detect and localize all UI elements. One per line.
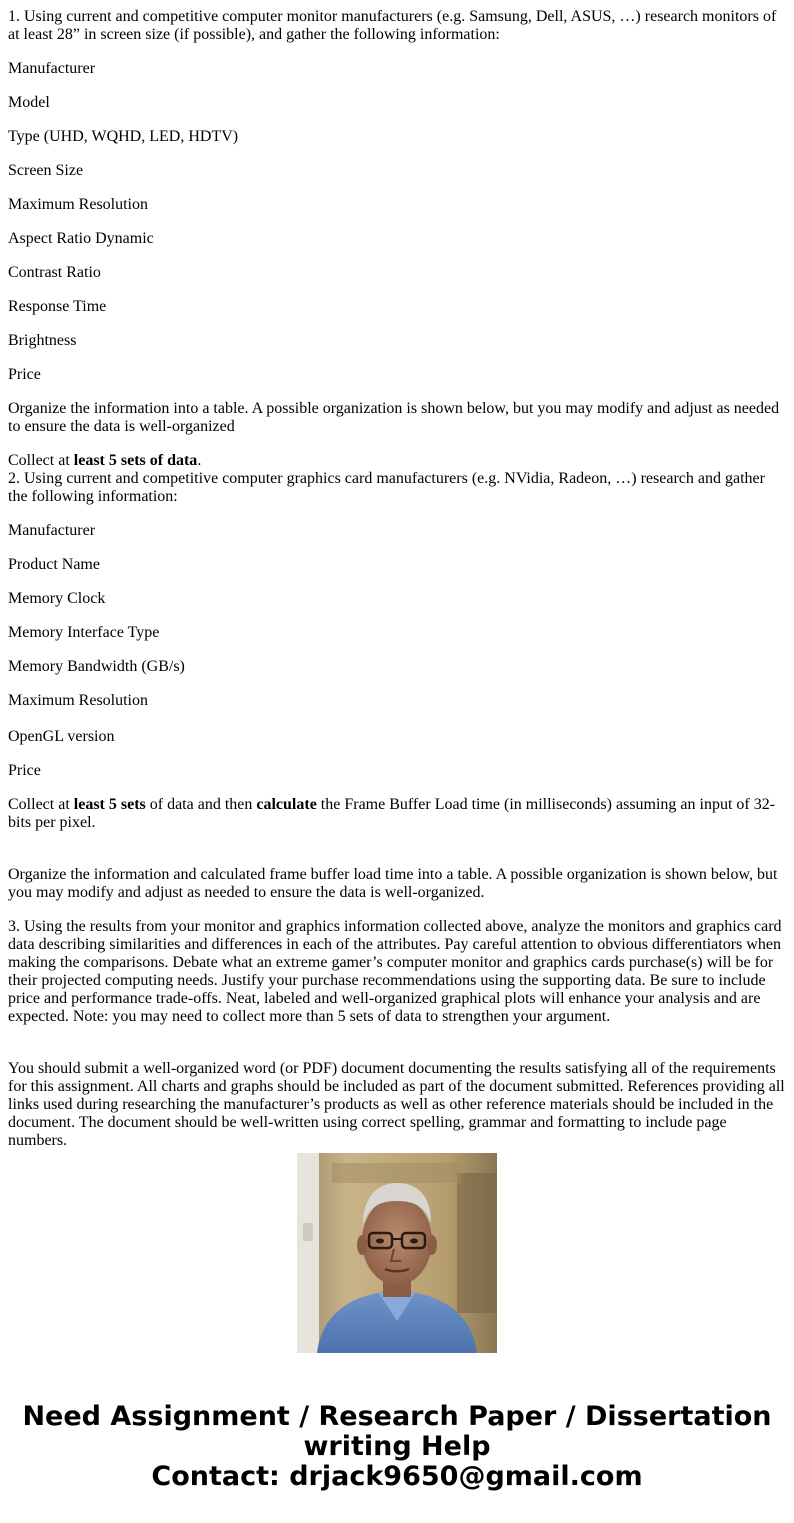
q2-item-price: Price: [8, 762, 41, 779]
promo-line-1: Need Assignment / Research Paper / Dissertation: [22, 1401, 772, 1432]
author-avatar: [297, 1153, 497, 1353]
q1-item-manufacturer: Manufacturer: [8, 60, 96, 77]
q1-item-price: Price: [8, 366, 41, 383]
q1-collect-bold: least 5 sets of data: [73, 452, 198, 469]
q2-item-memory-interface: Memory Interface Type: [8, 624, 160, 641]
q2-collect-bold2: calculate: [256, 796, 317, 813]
q1-collect-suffix: .: [197, 452, 202, 469]
q2-collect-mid: of data and then: [145, 796, 257, 813]
q1-item-screen-size: Screen Size: [8, 162, 84, 179]
q2-item-manufacturer: Manufacturer: [8, 522, 96, 539]
q2-collect-suffix: the Frame Buffer Load time (in milliseconds) assuming an input of 32-bits per pixel.: [8, 796, 776, 831]
q1-intro: 1. Using current and competitive computer monitor manufacturers (e.g. Samsung, Dell, ASUS, …) research monitors of at least 28” in screen size (if possible), and gather the following information:: [8, 8, 777, 43]
q2-collect-prefix: Collect at: [8, 796, 74, 813]
q1-organize: Organize the information into a table. A possible organization is shown below, but you may modify and adjust as needed to ensure the data is well-organized: [8, 400, 780, 435]
q3-paragraph: 3. Using the results from your monitor and graphics information collected above, analyze the monitors and graphics card data describing similarities and differences in each of the attributes. Pay careful attention to obvious differentiators when making the comparisons. Debate what an extreme gamer’s computer monitor and graphics cards purchase(s) will be for their projected computing needs. Justify your purchase recommendations using the supporting data. Be sure to include price and performance trade-offs. Neat, labeled and well-organized graphical plots will enhance your analysis and are expected. Note: you may need to collect more than 5 sets of data to strengthen your argument.: [8, 918, 782, 1025]
q1-item-brightness: Brightness: [8, 332, 77, 349]
q2-item-memory-clock: Memory Clock: [8, 590, 106, 607]
q2-collect: [8, 796, 786, 832]
submission-paragraph: You should submit a well-organized word (or PDF) document documenting the results satisfying all of the requirements for this assignment. All charts and graphs should be included as part of the document submitted. References providing all links used during researching the manufacturer’s products as well as other reference materials should be included in the document. The document should be well-written using correct spelling, grammar and formatting to include page numbers.: [8, 1060, 785, 1149]
q2-intro: 2. Using current and competitive computer graphics card manufacturers (e.g. NVidia, Radeon, …) research and gather the following information:: [8, 470, 765, 505]
promo-contact: Contact: drjack9650@gmail.com: [151, 1461, 643, 1492]
promo-footer: [0, 1402, 794, 1492]
q2-item-product-name: Product Name: [8, 556, 100, 573]
q2-item-memory-bandwidth: Memory Bandwidth (GB/s): [8, 658, 185, 675]
q2-item-opengl-version: OpenGL version: [8, 728, 115, 745]
q1-item-model: Model: [8, 94, 50, 111]
q1-collect-prefix: Collect at: [8, 452, 74, 469]
q1-item-type: Type (UHD, WQHD, LED, HDTV): [8, 128, 239, 145]
q1-item-max-resolution: Maximum Resolution: [8, 196, 148, 213]
q2-organize: Organize the information and calculated frame buffer load time into a table. A possible organization is shown below, but you may modify and adjust as needed to ensure the data is well-organized.: [8, 866, 778, 901]
q1-collect: [8, 452, 786, 470]
q2-item-max-resolution: Maximum Resolution: [8, 692, 148, 709]
q1-item-aspect-ratio: Aspect Ratio Dynamic: [8, 230, 154, 247]
q1-item-contrast-ratio: Contrast Ratio: [8, 264, 101, 281]
author-photo-icon: [297, 1153, 497, 1353]
q2-collect-bold1: least 5 sets: [73, 796, 146, 813]
q1-item-response-time: Response Time: [8, 298, 107, 315]
promo-line-2: writing Help: [303, 1431, 491, 1462]
